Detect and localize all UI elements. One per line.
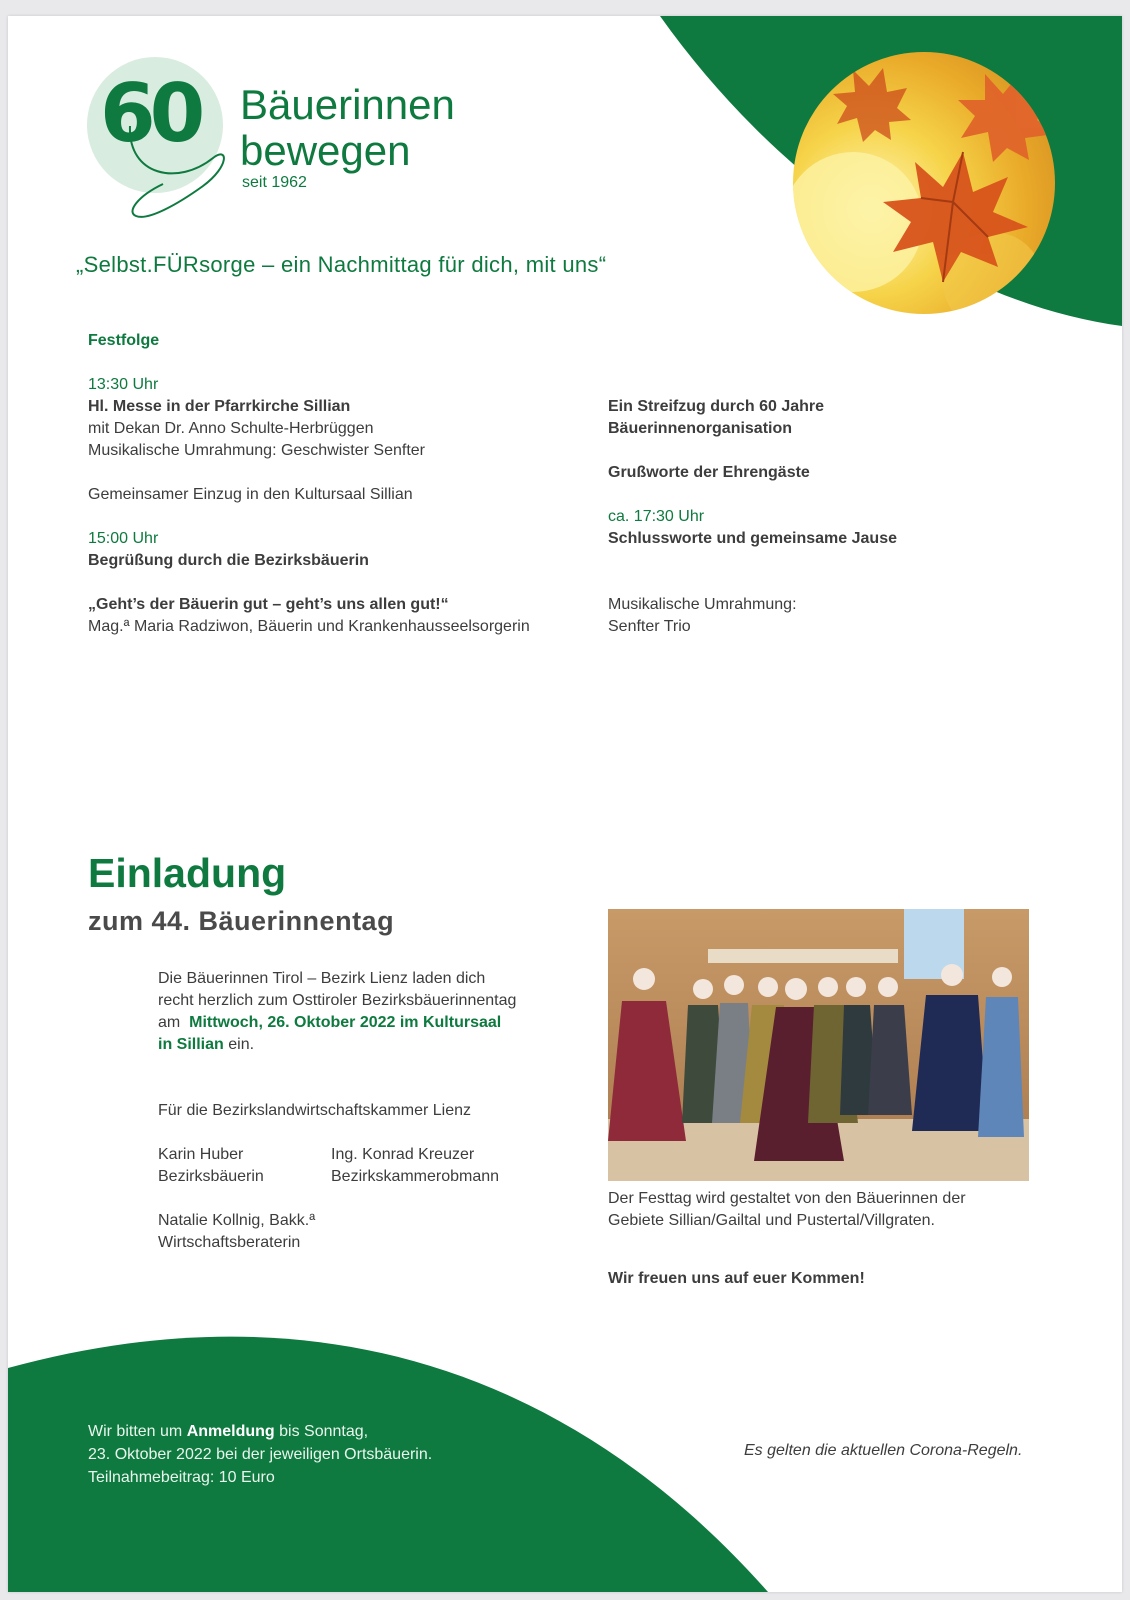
invitation-title: Einladung: [88, 850, 287, 896]
program-right-column: [608, 396, 1048, 638]
invitation-subtitle: zum 44. Bäuerinnentag: [88, 906, 395, 936]
program-item-history-l2: Bäuerinnenorganisation: [608, 420, 793, 437]
invitation-body-l3-pre: am: [158, 1014, 181, 1031]
registration-note: [88, 1420, 432, 1489]
signature-1-role: Bezirksbäuerin: [158, 1168, 264, 1185]
program-time-1: 13:30 Uhr: [88, 376, 159, 393]
program-item-greetings: Grußworte der Ehrengäste: [608, 464, 810, 481]
program-time-2: 15:00 Uhr: [88, 530, 159, 547]
registration-l2: 23. Oktober 2022 bei der jeweiligen Ortsbäuerin.: [88, 1446, 433, 1463]
slogan: „Selbst.FÜRsorge – ein Nachmittag für dich, mit uns“: [76, 252, 607, 277]
invitation-body: [158, 968, 578, 1056]
program-music-l1: Musikalische Umrahmung:: [608, 596, 797, 613]
program-left-column: [88, 374, 588, 638]
invitation-page: [8, 16, 1122, 1592]
signature-3-name: Natalie Kollnig, Bakk.ª: [158, 1212, 316, 1229]
corona-note: Es gelten die aktuellen Corona-Regeln.: [744, 1442, 1023, 1459]
photo-caption-l1: Der Festtag wird gestaltet von den Bäuerinnen der: [608, 1190, 966, 1207]
logo-swirl-icon: [118, 116, 238, 226]
program-item-talk-title: „Geht’s der Bäuerin gut – geht’s uns allen gut!“: [88, 596, 449, 613]
signature-3: [158, 1210, 315, 1254]
program-item-talk-speaker: Mag.ª Maria Radziwon, Bäuerin und Krankenhausseelsorgerin: [88, 618, 530, 635]
invitation-venue: in Sillian: [158, 1036, 224, 1053]
signature-2-role: Bezirkskammerobmann: [331, 1168, 500, 1185]
autumn-leaves-image: [793, 52, 1055, 314]
signature-2: [331, 1144, 499, 1188]
program-music-l2: Senfter Trio: [608, 618, 691, 635]
program-item-mass-line1: mit Dekan Dr. Anno Schulte-Herbrüggen: [88, 420, 374, 437]
registration-l1-pre: Wir bitten um: [88, 1423, 183, 1440]
invitation-body-l4-post: ein.: [228, 1036, 255, 1053]
registration-fee: Teilnahmebeitrag: 10 Euro: [88, 1469, 275, 1486]
closing-line: Wir freuen uns auf euer Kommen!: [608, 1270, 865, 1287]
program-item-mass-line2: Musikalische Umrahmung: Geschwister Senfter: [88, 442, 426, 459]
program-item-procession: Gemeinsamer Einzug in den Kultursaal Sillian: [88, 486, 413, 503]
logo-since: seit 1962: [242, 174, 307, 191]
group-photo-illustration: [608, 909, 1029, 1181]
signature-1: [158, 1144, 264, 1188]
program-item-mass: Hl. Messe in der Pfarrkirche Sillian: [88, 398, 351, 415]
signature-3-role: Wirtschaftsberaterin: [158, 1234, 301, 1251]
logo-line1: Bäuerinnen: [240, 81, 455, 128]
registration-l1-post: bis Sonntag,: [279, 1423, 369, 1440]
program-item-welcome: Begrüßung durch die Bezirksbäuerin: [88, 552, 369, 569]
program-heading: Festfolge: [88, 332, 160, 349]
signature-2-name: Ing. Konrad Kreuzer: [331, 1146, 475, 1163]
invitation-body-l1: Die Bäuerinnen Tirol – Bezirk Lienz laden dich: [158, 970, 486, 987]
invitation-body-l2: recht herzlich zum Osttiroler Bezirksbäuerinnentag: [158, 992, 517, 1009]
logo-line2: bewegen: [240, 127, 411, 174]
group-photo: [608, 909, 1029, 1181]
photo-caption: [608, 1188, 1048, 1232]
signatures-intro: Für die Bezirkslandwirtschaftskammer Lienz: [158, 1102, 471, 1119]
photo-caption-l2: Gebiete Sillian/Gailtal und Pustertal/Villgraten.: [608, 1212, 935, 1229]
invitation-date: Mittwoch, 26. Oktober 2022 im Kultursaal: [189, 1014, 502, 1031]
maple-leaf-icon: [793, 52, 1055, 314]
signature-1-name: Karin Huber: [158, 1146, 244, 1163]
logo-number: 60: [100, 67, 200, 160]
registration-keyword: Anmeldung: [186, 1423, 275, 1440]
program-time-3: ca. 17:30 Uhr: [608, 508, 705, 525]
program-item-history-l1: Ein Streifzug durch 60 Jahre: [608, 398, 825, 415]
program-item-closing: Schlussworte und gemeinsame Jause: [608, 530, 897, 547]
